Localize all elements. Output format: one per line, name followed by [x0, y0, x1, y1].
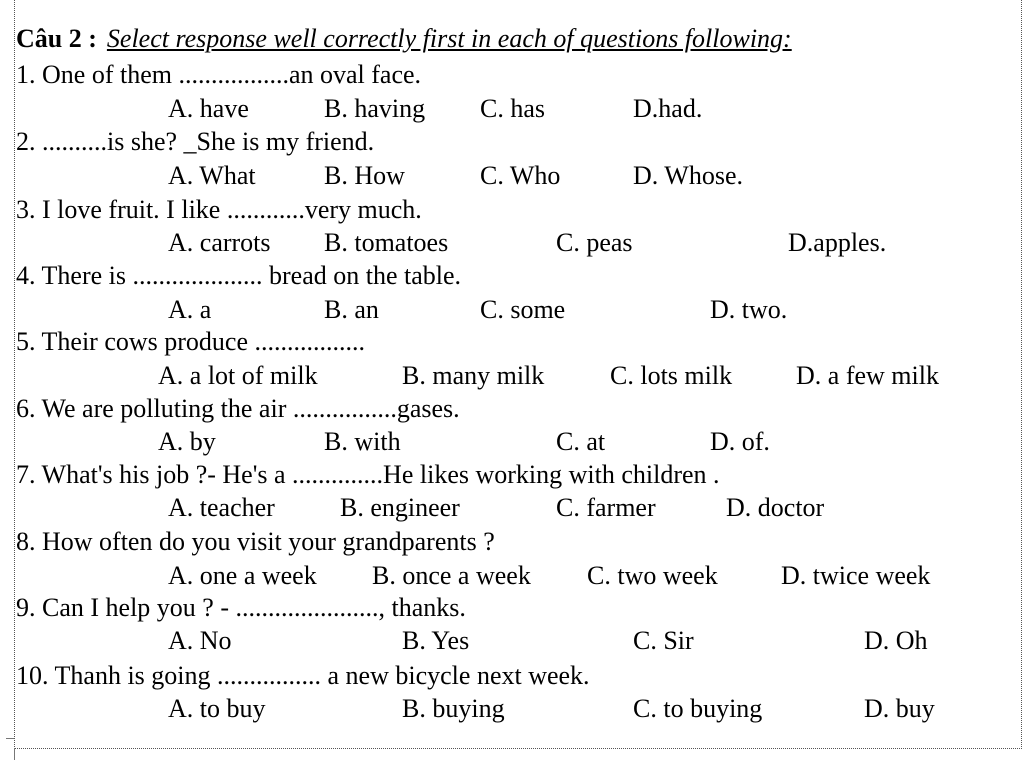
- question-2-option-d: D. Whose.: [633, 161, 744, 190]
- question-4-option-d: D. two.: [710, 295, 788, 324]
- question-4-option-b: B. an: [324, 295, 379, 324]
- question-6-option-d: D. of.: [710, 427, 770, 456]
- question-8-option-d: D. twice week: [781, 561, 931, 590]
- question-5-option-d: D. a few milk: [796, 361, 939, 390]
- question-7-option-d: D. doctor: [726, 493, 825, 522]
- question-8-option-b: B. once a week: [372, 561, 531, 590]
- section-instruction: Select response well correctly first in each of questions following:: [106, 24, 792, 53]
- question-7-option-b: B. engineer: [340, 493, 460, 522]
- question-5-option-c: C. lots milk: [610, 361, 733, 390]
- question-1: 1. One of them .................an oval face.: [16, 60, 422, 89]
- question-7-option-c: C. farmer: [556, 493, 656, 522]
- question-10-option-d: D. buy: [864, 694, 935, 723]
- question-9-option-c: C. Sir: [633, 626, 694, 655]
- question-2-option-a: A. What: [168, 161, 256, 190]
- question-4-option-c: C. some: [480, 295, 566, 324]
- question-4-option-a: A. a: [168, 295, 212, 324]
- question-9-option-b: B. Yes: [402, 626, 470, 655]
- page-corner-mark: [6, 738, 14, 739]
- question-10-option-a: A. to buy: [168, 694, 266, 723]
- question-3-option-d: D.apples.: [788, 228, 887, 257]
- question-6: 6. We are polluting the air ................gases.: [16, 394, 460, 423]
- section-heading: [16, 24, 792, 54]
- question-5-option-a: A. a lot of milk: [158, 361, 318, 390]
- question-5-option-b: B. many milk: [402, 361, 545, 390]
- question-2-option-b: B. How: [324, 161, 405, 190]
- question-9: 9. Can I help you ? - ......................, thanks.: [16, 593, 466, 622]
- question-3-option-b: B. tomatoes: [324, 228, 449, 257]
- section-label: Câu 2 :: [16, 24, 97, 53]
- page-corner-mark: [14, 748, 15, 760]
- question-3-option-a: A. carrots: [168, 228, 271, 257]
- question-1-option-c: C. has: [480, 94, 545, 123]
- question-8-option-c: C. two week: [587, 561, 718, 590]
- question-2: 2. ..........is she? _She is my friend.: [16, 127, 375, 156]
- question-6-option-a: A. by: [158, 427, 216, 456]
- question-1-option-d: D.had.: [633, 94, 703, 123]
- question-9-option-d: D. Oh: [864, 626, 928, 655]
- question-10: 10. Thanh is going ................ a new bicycle next week.: [16, 661, 590, 690]
- question-3-option-c: C. peas: [556, 228, 633, 257]
- question-8-option-a: A. one a week: [168, 561, 317, 590]
- question-8: 8. How often do you visit your grandparents ?: [16, 527, 495, 556]
- question-10-option-c: C. to buying: [633, 694, 763, 723]
- question-4: 4. There is .................... bread on the table.: [16, 261, 462, 290]
- question-6-option-b: B. with: [324, 427, 401, 456]
- question-5: 5. Their cows produce .................: [16, 327, 366, 356]
- question-7: 7. What's his job ?- He's a ..............He likes working with children .: [16, 460, 720, 489]
- question-10-option-b: B. buying: [402, 694, 505, 723]
- question-1-option-a: A. have: [168, 94, 249, 123]
- question-9-option-a: A. No: [168, 626, 232, 655]
- question-2-option-c: C. Who: [480, 161, 561, 190]
- question-1-option-b: B. having: [324, 94, 426, 123]
- question-6-option-c: C. at: [556, 427, 606, 456]
- question-3: 3. I love fruit. I like ............very much.: [16, 195, 422, 224]
- question-7-option-a: A. teacher: [168, 493, 275, 522]
